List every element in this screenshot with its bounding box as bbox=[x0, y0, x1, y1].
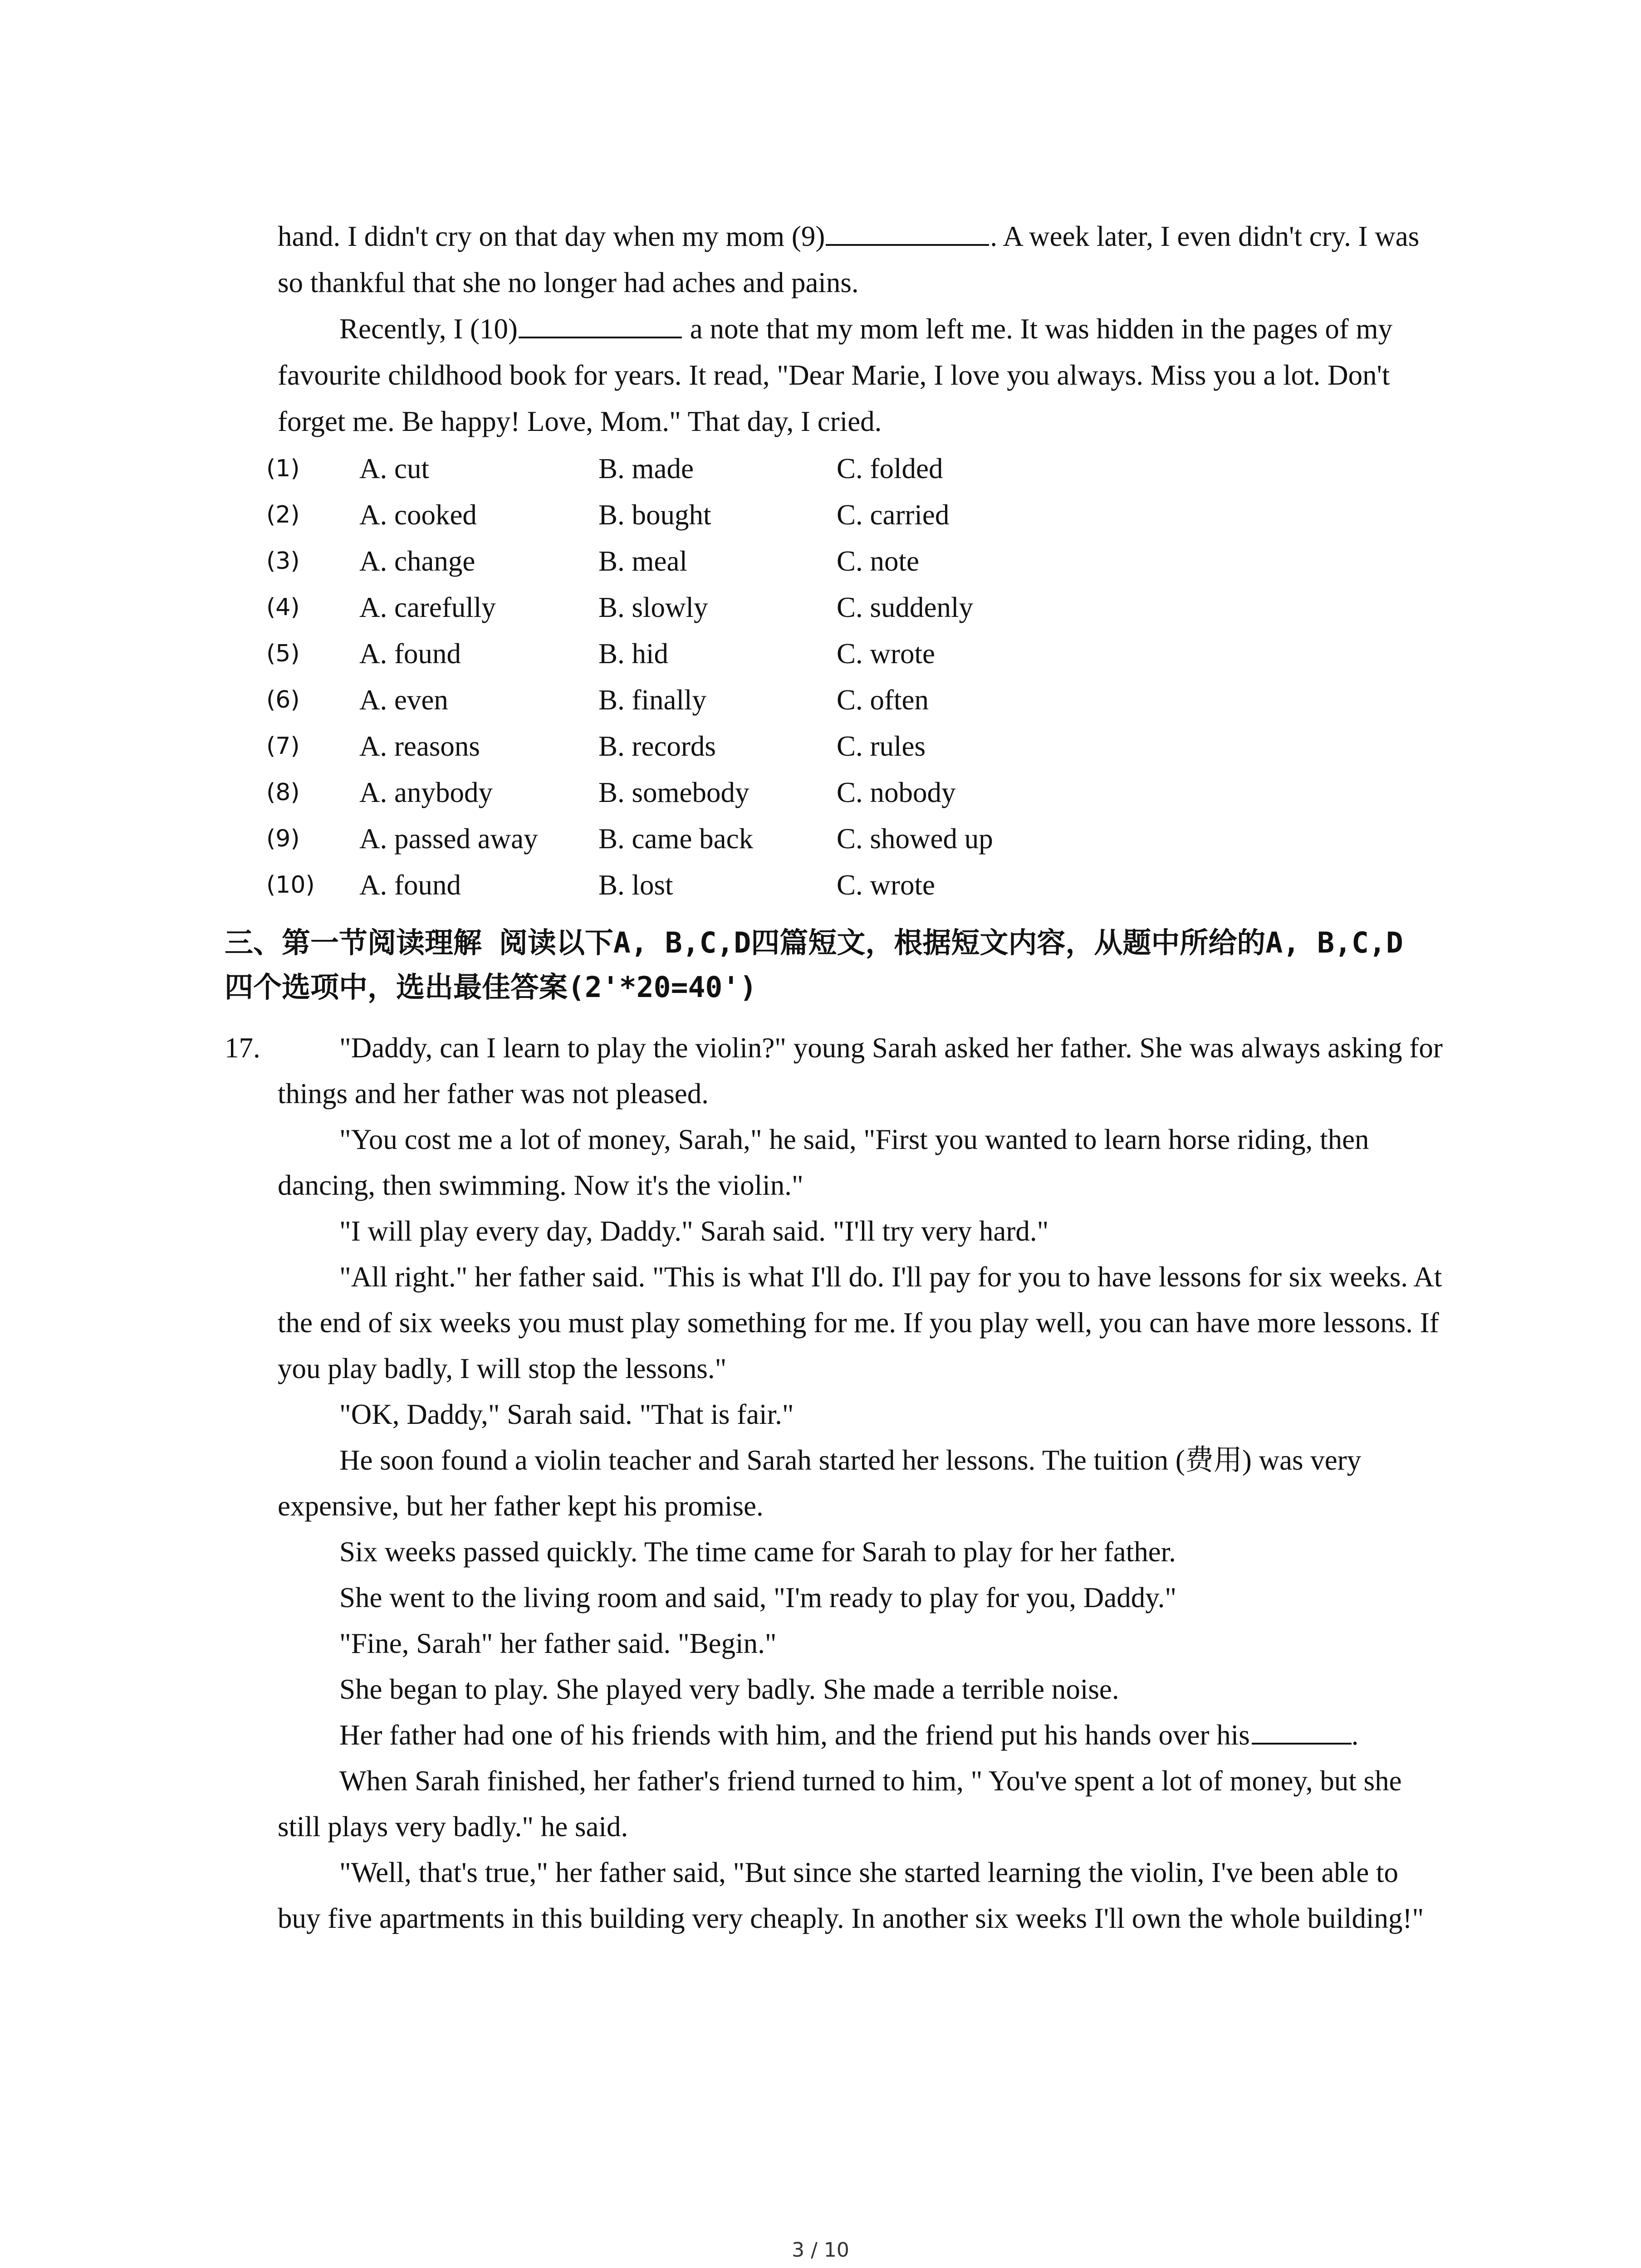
option-row bbox=[266, 492, 1448, 538]
option-a: A. found bbox=[359, 869, 461, 901]
option-a: A. reasons bbox=[359, 730, 480, 762]
question-passage bbox=[278, 1025, 1448, 1941]
passage-paragraph bbox=[278, 306, 1448, 445]
passage-text: . A week later, I even didn't cry. I was so thankful that she no longer had aches and pains. bbox=[278, 220, 1427, 298]
question-paragraph: "Fine, Sarah" her father said. "Begin." bbox=[339, 1628, 777, 1659]
option-a: A. cut bbox=[359, 453, 429, 484]
passage-text: Recently, I (10) bbox=[339, 313, 518, 345]
option-number: (7) bbox=[266, 733, 300, 760]
option-number: (10) bbox=[266, 871, 315, 899]
option-b: B. made bbox=[598, 453, 694, 484]
answer-blank-9 bbox=[826, 219, 989, 246]
option-c: C. suddenly bbox=[837, 591, 974, 623]
option-a: A. change bbox=[359, 545, 475, 577]
option-a: A. found bbox=[359, 638, 461, 670]
option-c: C. note bbox=[837, 545, 919, 577]
section-heading bbox=[225, 921, 1477, 1010]
passage-continuation bbox=[266, 213, 1448, 908]
question-paragraph: "Well, that's true," her father said, "But since she started learning the violin, I've been able to buy five apartments in this building very cheaply. In another six weeks I'll own the whole building!" bbox=[278, 1857, 1424, 1934]
answer-blank-10 bbox=[519, 311, 682, 338]
option-a: A. even bbox=[359, 684, 448, 716]
question-paragraph: She went to the living room and said, "I'm ready to play for you, Daddy." bbox=[339, 1582, 1177, 1613]
question-number: 17. bbox=[225, 1032, 260, 1064]
option-a: A. cooked bbox=[359, 499, 477, 531]
option-b: B. meal bbox=[598, 545, 687, 577]
option-row bbox=[266, 631, 1448, 677]
question-paragraph: "Daddy, can I learn to play the violin?" young Sarah asked her father. She was always asking for things and her father was not pleased. bbox=[278, 1032, 1450, 1110]
option-row bbox=[266, 584, 1448, 631]
option-a: A. carefully bbox=[359, 591, 496, 623]
question-paragraph: Six weeks passed quickly. The time came for Sarah to play for her father. bbox=[339, 1536, 1176, 1568]
passage-paragraph bbox=[278, 213, 1448, 306]
option-row bbox=[266, 538, 1448, 584]
option-number: (3) bbox=[266, 547, 300, 575]
question-text: Her father had one of his friends with him, and the friend put his hands over his bbox=[339, 1719, 1250, 1751]
section-heading-line: 四个选项中，选出最佳答案(2'*20=40') bbox=[225, 971, 757, 1004]
option-row bbox=[266, 769, 1448, 816]
option-row bbox=[266, 862, 1448, 908]
option-number: (9) bbox=[266, 825, 300, 852]
section-heading-line: 三、第一节阅读理解 阅读以下A, B,C,D四篇短文，根据短文内容，从题中所给的A, B,C,D bbox=[225, 926, 1403, 959]
question-text: . bbox=[1351, 1719, 1359, 1751]
option-a: A. anybody bbox=[359, 777, 493, 808]
option-c: C. showed up bbox=[837, 823, 993, 855]
option-c: C. nobody bbox=[837, 777, 956, 808]
option-c: C. often bbox=[837, 684, 929, 716]
option-b: B. came back bbox=[598, 823, 754, 855]
option-b: B. hid bbox=[598, 638, 669, 670]
option-c: C. rules bbox=[837, 730, 926, 762]
option-row bbox=[266, 445, 1448, 492]
option-c: C. carried bbox=[837, 499, 950, 531]
question-paragraph: "You cost me a lot of money, Sarah," he said, "First you wanted to learn horse riding, then dancing, then swimming. Now it's the violin." bbox=[278, 1124, 1376, 1201]
option-b: B. lost bbox=[598, 869, 673, 901]
option-b: B. finally bbox=[598, 684, 706, 716]
option-row bbox=[266, 677, 1448, 723]
option-number: (5) bbox=[266, 640, 300, 667]
question-paragraph: "All right." her father said. "This is what I'll do. I'll pay for you to have lessons for six weeks. At the end of six weeks you must play something for me. If you play well, you can have more lessons. If you play badly, I will stop the lessons." bbox=[278, 1261, 1450, 1384]
option-number: (6) bbox=[266, 686, 300, 714]
option-number: (2) bbox=[266, 501, 300, 528]
option-number: (4) bbox=[266, 594, 300, 621]
question-paragraph: "I will play every day, Daddy." Sarah said. "I'll try very hard." bbox=[339, 1215, 1049, 1247]
question-paragraph: She began to play. She played very badly. She made a terrible noise. bbox=[339, 1673, 1119, 1705]
option-b: B. somebody bbox=[598, 777, 749, 808]
question-paragraph: "OK, Daddy," Sarah said. "That is fair." bbox=[339, 1398, 794, 1430]
option-c: C. wrote bbox=[837, 869, 935, 901]
option-b: B. slowly bbox=[598, 591, 708, 623]
passage-text: a note that my mom left me. It was hidden in the pages of my favourite childhood book for years. It read, "Dear Marie, I love you always. Miss you a lot. Don't forget me. Be happy! Love, Mom." That day, I cried. bbox=[278, 313, 1400, 437]
option-a: A. passed away bbox=[359, 823, 538, 855]
question-paragraph: When Sarah finished, her father's friend turned to him, " You've spent a lot of money, but she still plays very badly." he said. bbox=[278, 1765, 1409, 1843]
option-row bbox=[266, 816, 1448, 862]
option-list bbox=[266, 445, 1448, 908]
option-c: C. folded bbox=[837, 453, 943, 484]
option-number: (8) bbox=[266, 779, 300, 806]
page-number: 3 / 10 bbox=[792, 2239, 849, 2262]
option-b: B. bought bbox=[598, 499, 711, 531]
option-row bbox=[266, 723, 1448, 769]
question-paragraph bbox=[278, 1712, 1448, 1758]
passage-text: hand. I didn't cry on that day when my mom (9) bbox=[278, 220, 825, 252]
option-b: B. records bbox=[598, 730, 716, 762]
option-c: C. wrote bbox=[837, 638, 935, 670]
answer-blank bbox=[1252, 1717, 1352, 1745]
option-number: (1) bbox=[266, 455, 300, 482]
question-paragraph: He soon found a violin teacher and Sarah started her lessons. The tuition (费用) was very expensive, but her father kept his promise. bbox=[278, 1444, 1368, 1522]
